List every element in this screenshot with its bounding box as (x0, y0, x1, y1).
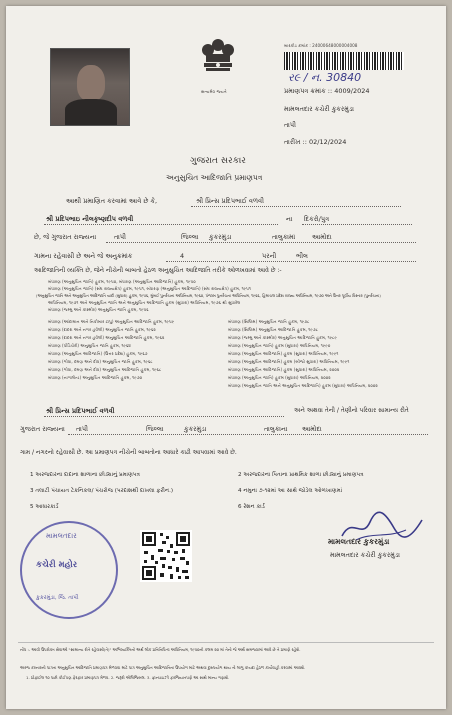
district-tapi: તાપી (284, 121, 296, 129)
pramanpatra-number: પ્રમાણપત્ર ક્રમાંક :: 4009/2024 (284, 87, 370, 95)
residence-name-rule (44, 416, 284, 417)
footer-note-1: નોંધ :- આવી ઉપરોક્ત સેવાઓ "સામાન્ય રીતે રહેવાસી(તે)" અભિવ્યક્તિનો અર્થ લોક પ્રતિનિધિત્વ અધિનિયમ, ૧૯૫૦ની કલમ ૨૦ માં તેનો જે અર્થ સમજવામાં આવે છે તે પ્રમાણે રહેશે. (20, 647, 301, 652)
line1-prefix: આથી પ્રમાણિત કરવામાં આવે છે કે, (66, 197, 158, 205)
line1-rule (191, 206, 401, 207)
order-left-3: બંધારણ (દાદરા અને નગર હવેલી) અનુસુચિત આદિજાતિ હુકમ, ૧૯૬૨ (48, 335, 165, 340)
line2-rule-b (302, 224, 412, 225)
certificate-sheet (6, 6, 446, 709)
seal-center-text: કચેરી મહોર (36, 560, 78, 570)
order-right-7: બંધારણ (અનુસુચિત આદિજાતિ) હુકમ (સુધારા) અધિનિયમ, ૨૦૦૨ (228, 367, 340, 372)
residence-rule (68, 434, 428, 435)
barcode (284, 52, 404, 70)
evidence-5: 5 આધારકાર્ડ (30, 504, 59, 510)
line2-name: શ્રી પ્રદિપભાઇ નીલકૃષ્ણદીપ વળવી (46, 215, 134, 223)
footer-divider (18, 642, 434, 643)
line3-taluka-label: તાલુકામાં (272, 233, 296, 241)
order-right-4: બંધારણ (અનુસુચિત જાતિ) હુકમ (સુધારા) અધિનિયમ, ૧૯૯૦ (228, 343, 331, 348)
order-top-3: (અનુસુચિત જાતિ અને અનુસુચિત આદિજાતિ યાદી (સુધારા) હુકમ, ૧૯૫૬, મુંબઈ પુનર્રચના અધિનિયમ, ૧૯૬૦, પંજાબ પુનર્રચના અધિનિયમ, ૧૯૬૬, હિમાચલ પ્રદેશ રાજ્ય અધિનિયમ, ૧૯૭૦ અને ઉત્તર પૂર્વીય વિસ્તાર (પુનર્રચના) (36, 293, 381, 298)
signature-stamp-line: મામલતદાર કુકરમુંડા (328, 537, 390, 546)
residence-jilla-label: જિલ્લા (146, 425, 164, 433)
residence-name: શ્રી પ્રિન્સ પ્રદિપભાઈ વળવી (46, 407, 115, 415)
seal-top-text: મામલતદાર (46, 532, 77, 540)
photo-body (65, 99, 117, 125)
line4-tribe: ભીલ (296, 252, 308, 260)
order-right-9: બંધારણ (અનુસુચિત જાતિ અને અનુસુચિત આદિજાતિ) હુકમ (સુધારા) અધિનિયમ, ૨૦૦૨ (228, 383, 378, 388)
title-government: ગુજરાત સરકાર (190, 156, 246, 166)
intro-paragraph: આદિજાતિની વ્યક્તિ છે, જેને નીચેની બાબતો હેઠળ અનુસુચિત આદિજાતિ તરીકે ઓળખવામાં આવે છે :- (34, 267, 282, 274)
order-left-1: બંધારણ (આંદામાન અને નિકોબાર ટાપુ) અનુસુચિત આદિજાતિ હુકમ, ૧૯૫૯ (48, 319, 175, 324)
qr-code (140, 530, 192, 582)
evidence-6: 6 રેશન કાર્ડ (238, 504, 265, 510)
line3-rule (106, 242, 416, 243)
line3-district: તાપી (114, 233, 126, 241)
order-left-7: બંધારણ (ગોવા, દમણ અને દીવ) અનુસુચિત આદિજાતિ હુકમ, ૧૯૬૮ (48, 367, 162, 372)
order-right-5: બંધારણ (અનુસુચિત આદિજાતિ) હુકમ (સુધારા) અધિનિયમ, ૧૯૯૧ (228, 351, 339, 356)
residence-taluka-value: આમોદા (302, 425, 322, 433)
order-left-2: બંધારણ (દાદરા અને નગર હવેલી) અનુસુચિત જાતિ હુકમ, ૧૯૬૨ (48, 327, 156, 332)
line2-rule (44, 224, 278, 225)
issue-date: તારીખ :: 02/12/2024 (284, 138, 347, 146)
emblem-caption: સત્યમેવ જયતે (201, 89, 227, 94)
line4-prefix: ગામના રહેવાસી છે અને જે અનુક્રમાંક (34, 252, 133, 260)
residence-taluka-label: તાલુકાના (264, 425, 288, 433)
handwritten-number: ર૯ / ન. 30840 (288, 71, 362, 84)
evidence-4: 4 નમુના ૭-૧૨માં આ સાથે જોડેલ ઓળખાણમાં (238, 488, 343, 494)
order-top-2: બંધારણ (અનુસુચિત જાતિ) (સંઘ રાજ્યક્ષેત્ર) હુકમ, ૧૯૫૧, બંધારણ (અનુસુચિત આદિજાતિ) (સંઘ રાજ્યક્ષેત્ર) હુકમ, ૧૯૫૧ (48, 286, 251, 291)
evidence-2: 2 અરજદારના પિતાના પ્રાથમિક શાળા છોડ્યાનું પ્રમાણપત્ર (238, 472, 364, 478)
order-top-4: અધિનિયમ, ૧૯૭૧ અને અનુસુચિત જાતિ અને અનુસુચિત આદિજાતિ હુકમ (સુધારા) અધિનિયમ, ૧૯૭૬ થી સુધારેલ (48, 300, 241, 305)
order-left-5: બંધારણ (અનુસુચિત આદિજાતિ) (ઉત્તર પ્રદેશ) હુકમ, ૧૯૬૭ (48, 351, 148, 356)
residence-closing: ગામ / નગરનો રહેવાસી છે. આ પ્રમાણપત્ર નીચેની બાબતોના આધારે કાઢી આપવામાં આવે છે. (20, 449, 237, 456)
order-left-8: બંધારણ (નાગાલેન્ડ) અનુસુચિત આદિજાતિ હુકમ, ૧૯૭૦ (48, 375, 143, 380)
line2-relation: દિકરો/પુત્ર (304, 215, 330, 223)
seal-bottom-text: કુકરમુંડા, જિ. તાપી (36, 595, 79, 601)
line4-rule (166, 261, 416, 262)
line3-jilla-value: કુકરમુંડા (209, 233, 232, 241)
line3-jilla-label: જિલ્લા (181, 233, 199, 241)
line4-mid: પરની (262, 252, 277, 260)
photo-face (77, 65, 105, 101)
signature-title: મામલતદાર કચેરી કુકરમુંડા (330, 551, 401, 559)
line2-na: ના (286, 215, 293, 223)
order-top-5: બંધારણ (જમ્મુ અને કાશ્મીર) અનુસુચિત જાતિ હુકમ, ૧૯૫૬ (48, 307, 149, 312)
residence-suffix: અને અથવા તેની / તેણીનો પરિવાર સામાન્ય રીતે (294, 407, 409, 414)
order-right-1: બંધારણ (સિક્કિમ) અનુસુચિત જાતિ હુકમ, ૧૯૭૮ (228, 319, 310, 324)
order-top-1: બંધારણ (અનુસુચિત જાતિ) હુકમ, ૧૯૫૦, બંધારણ (અનુસુચિત આદિજાતિ) હુકમ, ૧૯૫૦ (48, 279, 196, 284)
title-certificate: અનુસુચિત આદિજાતિ પ્રમાણપત્ર (166, 173, 263, 182)
line3-prefix: છે, જે ગુજરાત રાજ્યના (34, 233, 97, 241)
office-name: મામલતદાર કચેરી કુકરમુંડા (284, 105, 355, 113)
residence-state-value: તાપી (76, 425, 88, 433)
order-right-2: બંધારણ (સિક્કિમ) અનુસુચિત આદિજાતિ હુકમ, ૧૯૭૮ (228, 327, 319, 332)
office-seal (20, 521, 118, 619)
order-left-4: બંધારણ (પોંડિચેરી) અનુસુચિત જાતિ હુકમ, ૧૯૬૪ (48, 343, 131, 348)
order-right-3: બંધારણ (જમ્મુ અને કાશ્મીર) અનુસુચિત આદિજાતિ હુકમ, ૧૯૮૯ (228, 335, 337, 340)
line1-name: શ્રી પ્રિન્સ પ્રદિપભાઈ વળવી (196, 197, 264, 205)
evidence-1: 1 અરજદારના દાદાના શાળાના છોડ્યાનું પ્રમાણપત્ર (30, 472, 140, 478)
footer-note-3: 1. પ્રોફાઈલ ૧૦ પછી કોઈપણ ફેરફાર પ્રમાણપત્ર મેળવ. 2. જરૂરી એલિજિબલ. 3. ફ્રાન્ચાઇઝી ફરજિયાતપણે આ સાથે માન્ય ગણાશે. (26, 675, 230, 680)
applicant-photo (50, 48, 130, 126)
line4-number: 4 (180, 252, 185, 260)
footer-note-2: અરજ કરનારની પાત્રતા અનુસુચિત આદિજાતિ પ્રમાણપત્ર મેળવવા માટે પાત્ર અનુસુચિત આદિજાતિના ઉપયોગ માટે અથવા દુરુપયોગ થાય તો લાગુ કાયદા હેઠળ કાર્યવાહી કરવામાં આવશે. (20, 665, 306, 670)
evidence-3: 3 તલાટી પંચાયત ટેકનિકલ/ પંચરોજ (પરદાશથી દાખલા ફરીન.) (30, 488, 174, 494)
national-emblem-icon (196, 36, 240, 88)
residence-jilla-value: કુકરમુંડા (184, 425, 207, 433)
order-right-6: બંધારણ (અનુસુચિત આદિજાતિ) હુકમ (બીજો સુધારા) અધિનિયમ, ૧૯૯૧ (228, 359, 350, 364)
line3-taluka-value: આમોદા (312, 233, 332, 241)
barcode-number: બારકોડ ક્રમાંક : 24000648000004008 (284, 43, 358, 48)
order-right-8: બંધારણ (અનુસુચિત જાતિ) હુકમ (સુધારા) અધિનિયમ, ૨૦૦૨ (228, 375, 331, 380)
residence-state-prefix: ગુજરાત રાજ્યના (20, 425, 65, 433)
order-left-6: બંધારણ (ગોવા, દમણ અને દીવ) અનુસુચિત જાતિ હુકમ, ૧૯૬૮ (48, 359, 153, 364)
